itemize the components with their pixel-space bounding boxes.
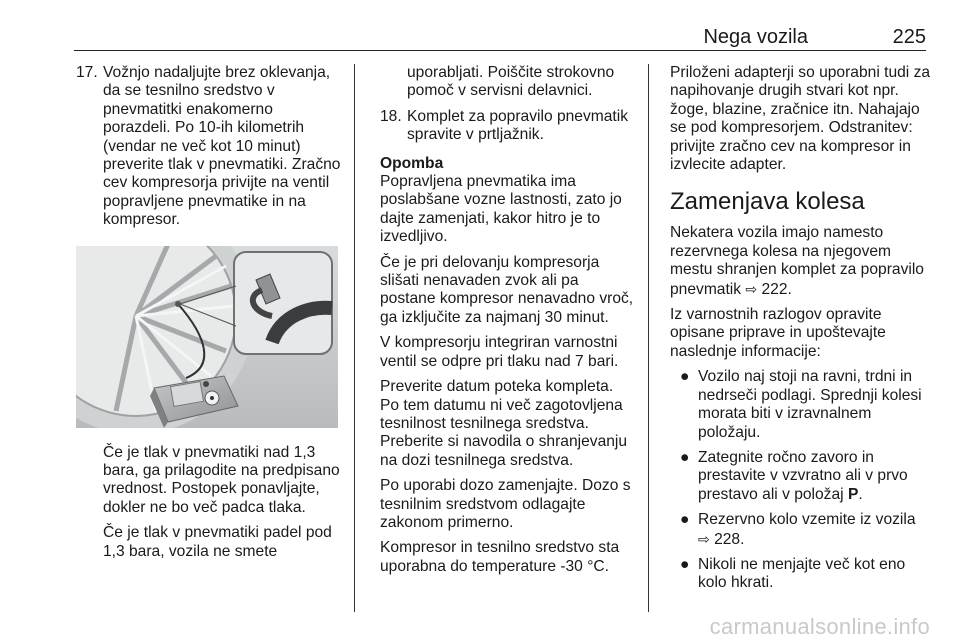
list-item-text: Rezervno kolo vzemite iz vozila xyxy=(698,511,916,529)
list-item-text: Vozilo naj stoji na ravni, trdni in nedrseči podlagi. Sprednji kolesi morata biti v izravnalnem položaju. xyxy=(698,368,922,441)
page-reference[interactable]: 222. xyxy=(761,280,792,298)
step-number: 18. xyxy=(380,107,402,125)
column-divider xyxy=(354,64,355,612)
bullet-icon: ● xyxy=(680,555,690,573)
list-item xyxy=(670,556,932,593)
paragraph: Kompresor in tesnilno sredstvo sta uporabna do temperature -30 °C. xyxy=(380,539,620,575)
note-text: Popravljena pnevmatika ima poslabšane vozne lastnosti, zato jo dajte zamenjati, kakor hitro je to izvedljivo. xyxy=(380,173,622,246)
bullet-icon: ● xyxy=(680,448,690,466)
column-left xyxy=(76,64,341,568)
section-heading: Zamenjava kolesa xyxy=(670,188,865,216)
step-text: Vožnjo nadaljujte brez oklevanja, da se tesnilno sredstvo v pnevmatitki enakomerno porazdeli. Po 10-ih kilometrih (vendar ne več kot 10 minut) preverite tlak v pnevmatiki. Zračno cev kompresorja privijte na ventil popravljene pnevmatike in na kompresor. xyxy=(103,64,341,229)
paragraph: uporabljati. Poiščite strokovno pomoč v servisni delavnici. xyxy=(407,64,615,100)
paragraph: Če je tlak v pnevmatiki padel pod 1,3 bara, vozila ne smete xyxy=(103,524,332,560)
bullet-list xyxy=(670,368,932,592)
section-title: Nega vozila xyxy=(703,26,808,48)
list-item-text: Zategnite ročno zavoro in prestavite v vzvratno ali v prvo prestavo ali v položaj xyxy=(698,448,908,503)
list-item xyxy=(670,449,932,504)
column-divider xyxy=(648,64,649,612)
watermark: carmanualsonline.info xyxy=(709,614,930,639)
page-reference-arrow-icon: ⇨ xyxy=(698,530,710,547)
page-reference[interactable]: 228. xyxy=(714,530,745,548)
bullet-icon: ● xyxy=(680,368,690,386)
list-item-text: Nikoli ne menjajte več kot eno kolo hkrati. xyxy=(698,555,906,592)
compressor-illustration xyxy=(76,246,338,428)
step-18 xyxy=(380,108,635,145)
step-number: 17. xyxy=(76,64,98,81)
step-text: Komplet za popravilo pnevmatik spravite v prtljažnik. xyxy=(407,107,629,144)
note-title: Opomba xyxy=(380,154,444,172)
page-reference-arrow-icon: ⇨ xyxy=(745,280,758,297)
punctuation: . xyxy=(858,485,863,503)
column-middle xyxy=(380,64,635,583)
list-item xyxy=(670,511,932,549)
paragraph: Če je pri delovanju kompresorja slišati nenavaden zvok ali pa postane kompresor nenavadno vroč, ga izključite za najmanj 30 minut. xyxy=(380,253,634,326)
paragraph: Po uporabi dozo zamenjajte. Dozo s tesnilnim sredstvom odlagajte zakonom primerno. xyxy=(380,477,631,531)
column-right xyxy=(670,64,932,600)
step-17 xyxy=(76,64,341,230)
gear-position-label: P xyxy=(847,485,859,503)
paragraph: Če je tlak v pnevmatiki nad 1,3 bara, ga prilagodite na predpisano vrednost. Postopek ponavljajte, dokler ne bo več padca tlaka. xyxy=(103,443,340,516)
paragraph: Priloženi adapterji so uporabni tudi za napihovanje drugih stvari kot npr. žoge, blazine, zračnice itn. Nahajajo se pod kompresorjem. Odstranitev: privijte zračno cev na kompresor in izvlecite adapter. xyxy=(670,64,931,174)
paragraph: V kompresorju integriran varnostni ventil se odpre pri tlaku nad 7 bari. xyxy=(380,334,619,370)
list-item xyxy=(670,368,932,442)
page-number: 225 xyxy=(892,26,926,48)
compressor-hose-wheel-image xyxy=(76,246,338,428)
bullet-icon: ● xyxy=(680,511,690,529)
paragraph-text: Nekatera vozila imajo namesto rezervnega kolesa na njegovem mestu shranjen komplet za popravilo pnevmatik xyxy=(670,224,924,298)
paragraph xyxy=(670,224,932,299)
page-header xyxy=(74,20,926,51)
paragraph: Preverite datum poteka kompleta. Po tem datumu ni več zagotovljena tesnilnost tesnilnega sredstva. Preberite si navodila o shranjevanju na dozi tesnilnega sredstva. xyxy=(380,378,628,469)
paragraph: Iz varnostnih razlogov opravite opisane priprave in upoštevajte naslednje informacije: xyxy=(670,306,886,360)
